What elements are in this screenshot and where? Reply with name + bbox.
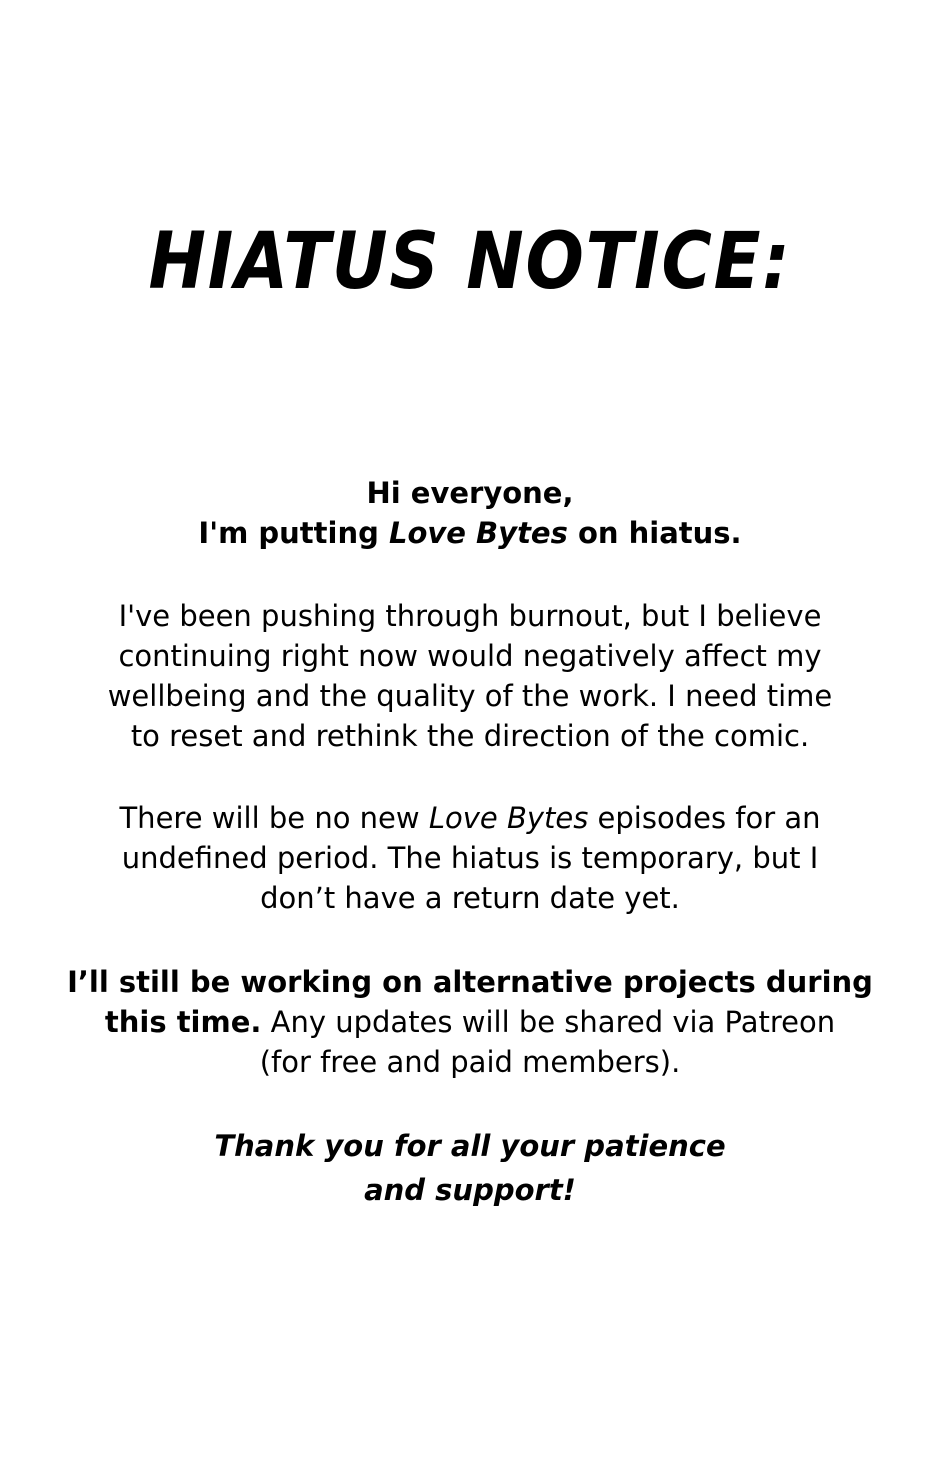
- greeting-line: Hi everyone,: [366, 476, 574, 510]
- thanks-line: and support!: [364, 1173, 576, 1207]
- thanks-message: [40, 1124, 900, 1212]
- paragraph-line: wellbeing and the quality of the work. I need time: [107, 679, 833, 713]
- thanks-line: Thank you for all your patience: [214, 1129, 726, 1163]
- paragraph-line: I’ll still be working on alternative projects during: [67, 965, 873, 999]
- paragraph-line: [40, 1002, 900, 1042]
- paragraph-line: [40, 798, 900, 838]
- burnout-paragraph: [40, 596, 900, 756]
- greeting-announcement: [40, 513, 900, 553]
- text-segment: Any updates will be shared via Patreon: [261, 1005, 836, 1039]
- paragraph-line: continuing right now would negatively affect my: [118, 639, 822, 673]
- projects-paragraph: [40, 962, 900, 1082]
- paragraph-line: to reset and rethink the direction of the comic.: [130, 719, 810, 753]
- paragraph-line: undefined period. The hiatus is temporary, but I: [121, 841, 819, 875]
- paragraph-line: (for free and paid members).: [259, 1045, 681, 1079]
- comic-title: Love Bytes: [428, 801, 589, 835]
- paragraph-line: I've been pushing through burnout, but I believe: [118, 599, 822, 633]
- page-title: HIATUS NOTICE:: [148, 217, 792, 307]
- greeting: [40, 473, 900, 553]
- text-segment: on hiatus.: [567, 516, 742, 550]
- schedule-paragraph: [40, 798, 900, 918]
- comic-title: Love Bytes: [388, 516, 568, 550]
- text-segment: episodes for an: [588, 801, 821, 835]
- paragraph-line: don’t have a return date yet.: [260, 881, 680, 915]
- text-segment: this time.: [104, 1005, 262, 1039]
- text-segment: There will be no new: [119, 801, 429, 835]
- text-segment: I'm putting: [198, 516, 389, 550]
